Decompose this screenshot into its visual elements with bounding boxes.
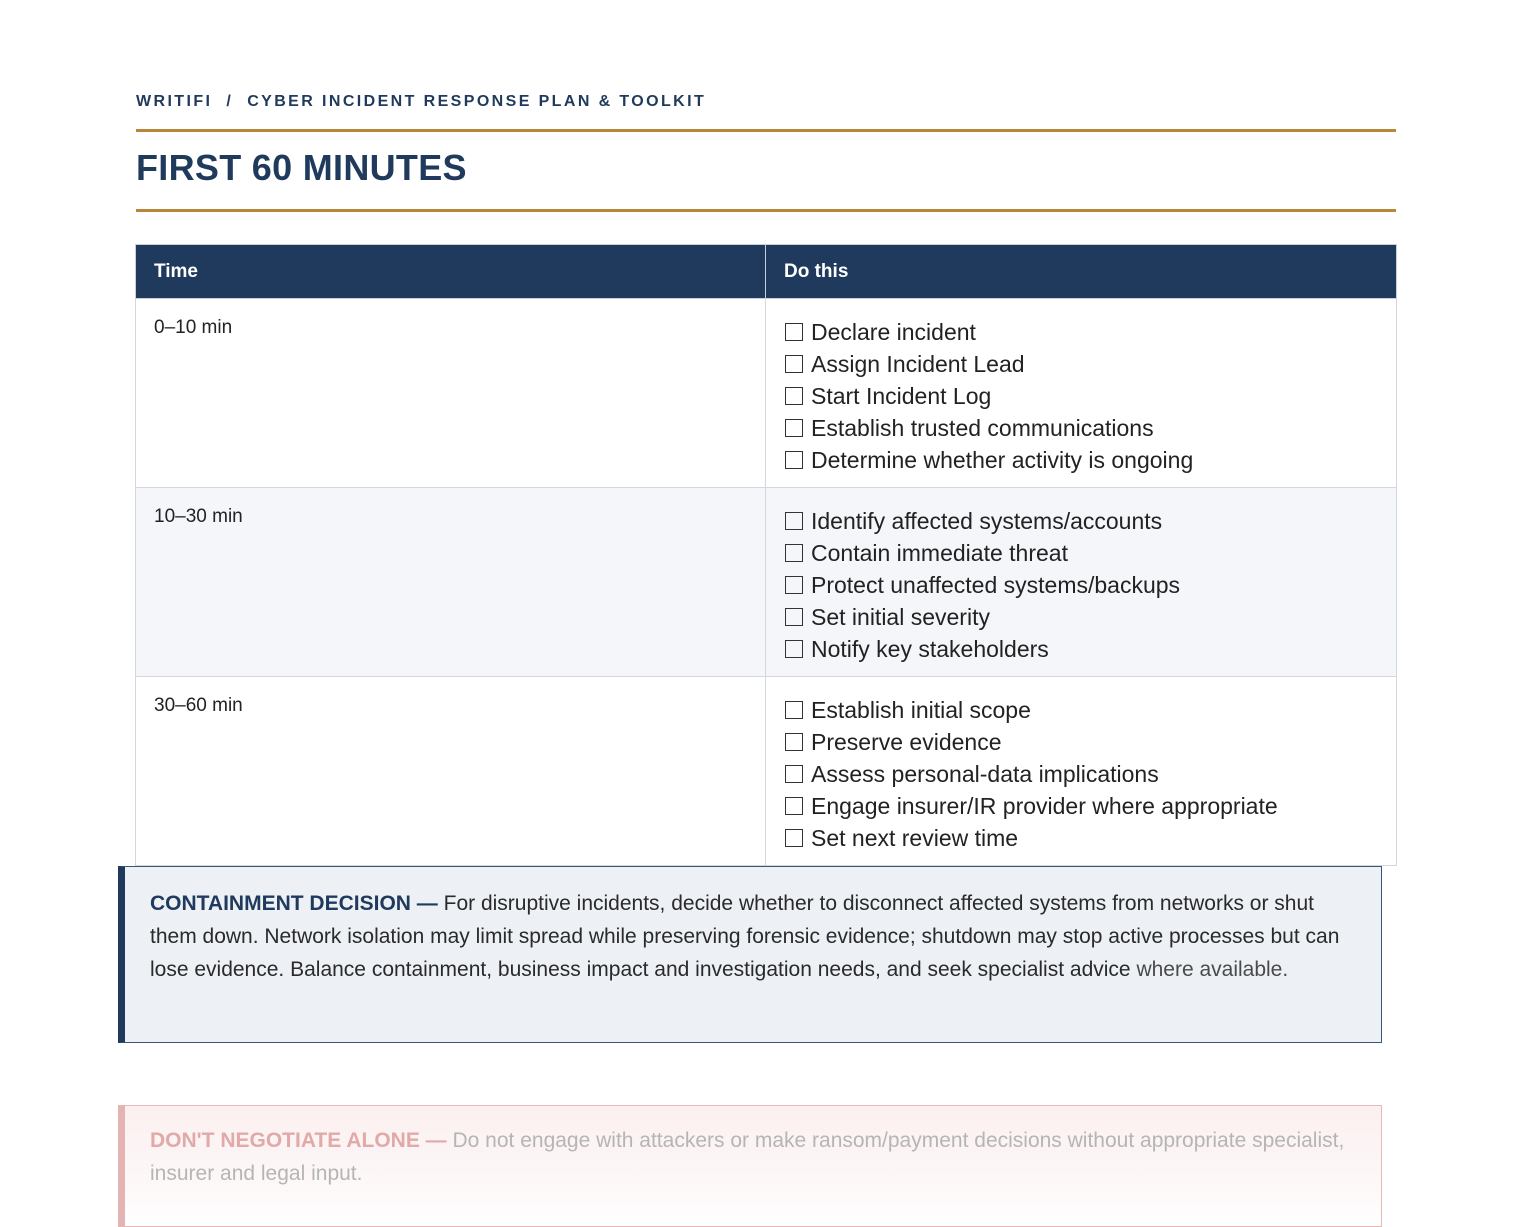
checklist-item[interactable] [785,537,1378,569]
callout-tail: where available. [1136,958,1289,981]
actions-cell [766,488,1397,677]
checkbox-icon[interactable] [785,451,803,469]
checklist-item[interactable] [785,633,1378,665]
checkbox-icon[interactable] [785,701,803,719]
checklist-item[interactable] [785,412,1378,444]
checkbox-icon[interactable] [785,576,803,594]
checkbox-icon[interactable] [785,544,803,562]
containment-decision-callout [118,866,1382,1043]
actions-cell [766,299,1397,488]
checklist-item[interactable] [785,316,1378,348]
checklist-item[interactable] [785,822,1378,854]
table-row [136,299,1397,488]
checklist-item-label: Set next review time [811,825,1019,851]
callout-body: For disruptive incidents, decide whether to disconnect affected systems from networks or shut them down. Network isolation may limit spread while preserving forensic evidence; shutdown may stop active processes but can lose evidence. Balance containment, business impact and investigation needs, and seek specialist advice [150,892,1340,981]
checkbox-icon[interactable] [785,733,803,751]
checkbox-icon[interactable] [785,512,803,530]
callout-body: Do not engage with attackers or make ransom/payment decisions without appropriate specialist, insurer and legal input. [150,1129,1345,1185]
actions-cell [766,677,1397,866]
checklist-item[interactable] [785,505,1378,537]
response-timeline-table [135,244,1397,866]
checkbox-icon[interactable] [785,355,803,373]
table-row [136,677,1397,866]
checkbox-icon[interactable] [785,608,803,626]
table-header-row [136,245,1397,299]
breadcrumb-doc[interactable]: CYBER INCIDENT RESPONSE PLAN & TOOLKIT [247,93,707,110]
checklist-item-label: Preserve evidence [811,729,1002,755]
checklist-item-label: Assign Incident Lead [811,351,1025,377]
checklist-item[interactable] [785,380,1378,412]
checkbox-icon[interactable] [785,765,803,783]
callout-lead: DON'T NEGOTIATE ALONE — [150,1129,447,1152]
checkbox-icon[interactable] [785,323,803,341]
breadcrumb-separator: / [226,93,234,110]
breadcrumb-org[interactable]: WRITIFI [136,93,213,110]
title-rule-top [136,129,1396,132]
checklist-item-label: Engage insurer/IR provider where appropriate [811,793,1278,819]
time-cell: 10–30 min [136,488,766,677]
checkbox-icon[interactable] [785,797,803,815]
checklist-item[interactable] [785,694,1378,726]
checklist-item[interactable] [785,444,1378,476]
checklist-item-label: Establish initial scope [811,697,1031,723]
checkbox-icon[interactable] [785,387,803,405]
checklist-item-label: Start Incident Log [811,383,992,409]
checklist-item[interactable] [785,790,1378,822]
column-header-time: Time [136,245,766,299]
checklist-item-label: Notify key stakeholders [811,636,1049,662]
table-row [136,488,1397,677]
checkbox-icon[interactable] [785,640,803,658]
checklist-item-label: Contain immediate threat [811,540,1068,566]
checklist-item-label: Determine whether activity is ongoing [811,447,1194,473]
checklist-item[interactable] [785,601,1378,633]
checklist-item[interactable] [785,348,1378,380]
column-header-do-this: Do this [766,245,1397,299]
page-title: FIRST 60 MINUTES [136,147,467,188]
callout-lead: CONTAINMENT DECISION — [150,892,438,915]
time-cell: 30–60 min [136,677,766,866]
dont-negotiate-callout [118,1105,1382,1227]
checklist-item[interactable] [785,758,1378,790]
title-rule-bottom [136,209,1396,212]
checklist-item-label: Identify affected systems/accounts [811,508,1163,534]
checklist-item[interactable] [785,726,1378,758]
checklist-item[interactable] [785,569,1378,601]
checklist-item-label: Protect unaffected systems/backups [811,572,1181,598]
checklist-item-label: Declare incident [811,319,976,345]
checklist-item-label: Set initial severity [811,604,990,630]
checklist-item-label: Establish trusted communications [811,415,1154,441]
breadcrumb [136,93,706,111]
checkbox-icon[interactable] [785,419,803,437]
time-cell: 0–10 min [136,299,766,488]
checklist-item-label: Assess personal-data implications [811,761,1159,787]
checkbox-icon[interactable] [785,829,803,847]
